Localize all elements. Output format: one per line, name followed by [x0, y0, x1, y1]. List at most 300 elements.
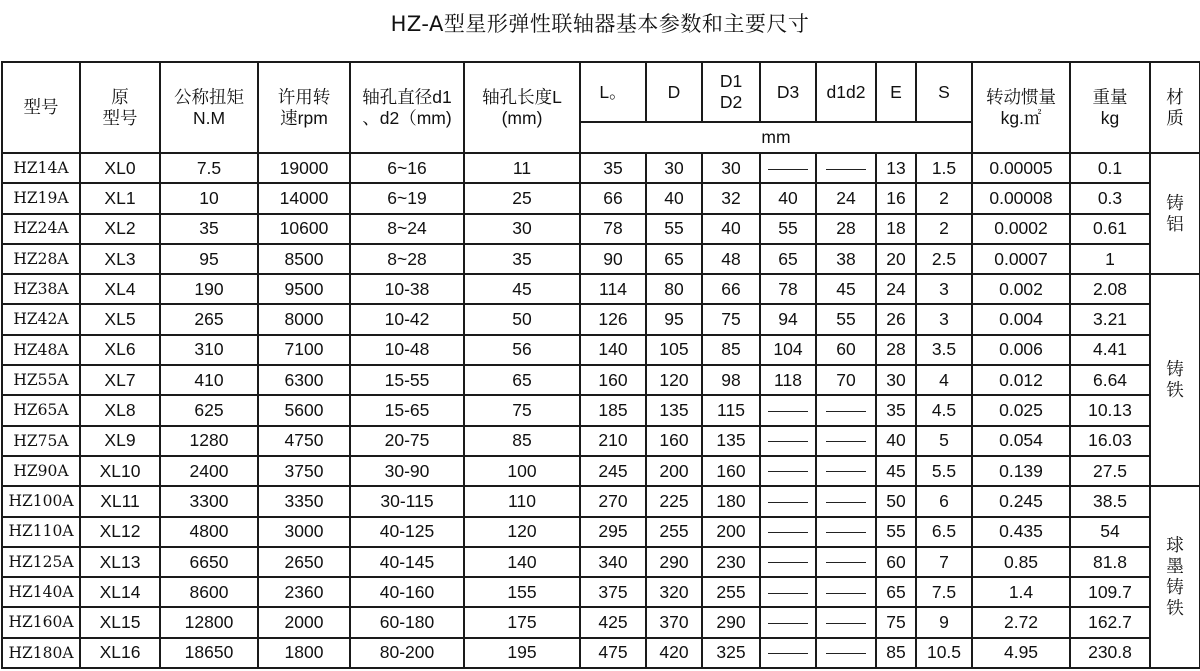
cell-allowed-speed: 1800: [258, 638, 350, 668]
cell-model: HZ14A: [2, 153, 80, 183]
cell-D: 225: [646, 486, 702, 516]
cell-model: HZ125A: [2, 547, 80, 577]
table-row: [2, 517, 1200, 547]
cell-d1d2: [816, 517, 876, 547]
cell-S: 2: [916, 183, 972, 213]
cell-bore-length: 175: [464, 607, 580, 637]
cell-original-model: XL10: [80, 456, 160, 486]
cell-L0: 425: [580, 607, 646, 637]
cell-L0: 140: [580, 335, 646, 365]
cell-model: HZ75A: [2, 426, 80, 456]
cell-inertia: 0.139: [972, 456, 1070, 486]
cell-D3: [760, 395, 816, 425]
cell-D1D2: 30: [702, 153, 760, 183]
cell-allowed-speed: 8000: [258, 304, 350, 334]
cell-nominal-torque: 18650: [160, 638, 258, 668]
cell-allowed-speed: 5600: [258, 395, 350, 425]
cell-D: 40: [646, 183, 702, 213]
cell-model: HZ100A: [2, 486, 80, 516]
cell-S: 2.5: [916, 244, 972, 274]
cell-E: 75: [876, 607, 916, 637]
cell-bore-length: 120: [464, 517, 580, 547]
cell-D3: 118: [760, 365, 816, 395]
cell-L0: 78: [580, 214, 646, 244]
cell-bore-length: 25: [464, 183, 580, 213]
cell-allowed-speed: 19000: [258, 153, 350, 183]
cell-inertia: 0.012: [972, 365, 1070, 395]
cell-D: 420: [646, 638, 702, 668]
header-weight: 重量 kg: [1070, 62, 1150, 153]
cell-model: HZ28A: [2, 244, 80, 274]
cell-D: 55: [646, 214, 702, 244]
cell-D1D2: 98: [702, 365, 760, 395]
cell-original-model: XL1: [80, 183, 160, 213]
cell-inertia: 2.72: [972, 607, 1070, 637]
cell-E: 20: [876, 244, 916, 274]
cell-L0: 295: [580, 517, 646, 547]
dash-placeholder: [826, 411, 866, 412]
header-material: 材 质: [1150, 62, 1200, 153]
cell-allowed-speed: 2000: [258, 607, 350, 637]
cell-weight: 38.5: [1070, 486, 1150, 516]
cell-D1D2: 180: [702, 486, 760, 516]
cell-nominal-torque: 1280: [160, 426, 258, 456]
cell-S: 5.5: [916, 456, 972, 486]
cell-bore-length: 56: [464, 335, 580, 365]
cell-D: 30: [646, 153, 702, 183]
cell-inertia: 0.002: [972, 274, 1070, 304]
cell-L0: 35: [580, 153, 646, 183]
cell-bore-diameter: 6~19: [350, 183, 464, 213]
dash-placeholder: [768, 653, 808, 654]
cell-allowed-speed: 14000: [258, 183, 350, 213]
header-original-model: 原 型号: [80, 62, 160, 153]
cell-bore-length: 65: [464, 365, 580, 395]
cell-bore-length: 45: [464, 274, 580, 304]
cell-bore-length: 85: [464, 426, 580, 456]
table-row: [2, 607, 1200, 637]
cell-D: 160: [646, 426, 702, 456]
cell-S: 6.5: [916, 517, 972, 547]
cell-L0: 90: [580, 244, 646, 274]
cell-inertia: 0.0002: [972, 214, 1070, 244]
cell-bore-diameter: 6~16: [350, 153, 464, 183]
cell-bore-diameter: 8~24: [350, 214, 464, 244]
cell-original-model: XL16: [80, 638, 160, 668]
cell-original-model: XL9: [80, 426, 160, 456]
cell-original-model: XL0: [80, 153, 160, 183]
table-row: [2, 304, 1200, 334]
cell-original-model: XL8: [80, 395, 160, 425]
cell-S: 5: [916, 426, 972, 456]
cell-nominal-torque: 10: [160, 183, 258, 213]
cell-bore-length: 11: [464, 153, 580, 183]
cell-bore-diameter: 80-200: [350, 638, 464, 668]
cell-D1D2: 325: [702, 638, 760, 668]
cell-E: 40: [876, 426, 916, 456]
header-unit-mm: mm: [580, 122, 972, 153]
cell-original-model: XL15: [80, 607, 160, 637]
cell-inertia: 0.435: [972, 517, 1070, 547]
cell-allowed-speed: 2650: [258, 547, 350, 577]
cell-D: 320: [646, 577, 702, 607]
cell-allowed-speed: 7100: [258, 335, 350, 365]
cell-D3: 40: [760, 183, 816, 213]
cell-S: 10.5: [916, 638, 972, 668]
cell-D1D2: 40: [702, 214, 760, 244]
cell-E: 50: [876, 486, 916, 516]
cell-d1d2: 24: [816, 183, 876, 213]
cell-inertia: 0.0007: [972, 244, 1070, 274]
cell-bore-length: 50: [464, 304, 580, 334]
cell-model: HZ55A: [2, 365, 80, 395]
cell-d1d2: [816, 638, 876, 668]
cell-D1D2: 75: [702, 304, 760, 334]
header-inertia: 转动惯量 kg.㎡: [972, 62, 1070, 153]
cell-allowed-speed: 9500: [258, 274, 350, 304]
table-row: [2, 244, 1200, 274]
cell-bore-diameter: 30-115: [350, 486, 464, 516]
cell-nominal-torque: 7.5: [160, 153, 258, 183]
dash-placeholder: [826, 562, 866, 563]
cell-bore-length: 30: [464, 214, 580, 244]
cell-E: 60: [876, 547, 916, 577]
cell-weight: 27.5: [1070, 456, 1150, 486]
cell-bore-diameter: 15-55: [350, 365, 464, 395]
cell-nominal-torque: 4800: [160, 517, 258, 547]
cell-inertia: 0.00005: [972, 153, 1070, 183]
dash-placeholder: [768, 562, 808, 563]
cell-model: HZ90A: [2, 456, 80, 486]
cell-L0: 375: [580, 577, 646, 607]
cell-model: HZ160A: [2, 607, 80, 637]
cell-E: 85: [876, 638, 916, 668]
cell-D3: 78: [760, 274, 816, 304]
cell-original-model: XL13: [80, 547, 160, 577]
cell-nominal-torque: 190: [160, 274, 258, 304]
cell-d1d2: 60: [816, 335, 876, 365]
cell-allowed-speed: 8500: [258, 244, 350, 274]
dash-placeholder: [768, 441, 808, 442]
cell-nominal-torque: 625: [160, 395, 258, 425]
cell-weight: 6.64: [1070, 365, 1150, 395]
table-row: [2, 547, 1200, 577]
cell-original-model: XL4: [80, 274, 160, 304]
cell-D3: [760, 456, 816, 486]
cell-original-model: XL14: [80, 577, 160, 607]
cell-d1d2: 28: [816, 214, 876, 244]
cell-D: 290: [646, 547, 702, 577]
cell-original-model: XL2: [80, 214, 160, 244]
cell-S: 2: [916, 214, 972, 244]
cell-inertia: 4.95: [972, 638, 1070, 668]
cell-D1D2: 115: [702, 395, 760, 425]
cell-original-model: XL7: [80, 365, 160, 395]
dash-placeholder: [826, 653, 866, 654]
cell-weight: 4.41: [1070, 335, 1150, 365]
cell-d1d2: [816, 486, 876, 516]
cell-bore-length: 75: [464, 395, 580, 425]
cell-model: HZ110A: [2, 517, 80, 547]
cell-weight: 109.7: [1070, 577, 1150, 607]
cell-inertia: 1.4: [972, 577, 1070, 607]
cell-inertia: 0.025: [972, 395, 1070, 425]
table-row: [2, 335, 1200, 365]
cell-original-model: XL6: [80, 335, 160, 365]
cell-E: 65: [876, 577, 916, 607]
cell-weight: 54: [1070, 517, 1150, 547]
table-row: [2, 365, 1200, 395]
cell-weight: 0.3: [1070, 183, 1150, 213]
cell-S: 7.5: [916, 577, 972, 607]
dash-placeholder: [768, 623, 808, 624]
cell-bore-diameter: 20-75: [350, 426, 464, 456]
cell-allowed-speed: 2360: [258, 577, 350, 607]
cell-L0: 126: [580, 304, 646, 334]
cell-S: 9: [916, 607, 972, 637]
header-bore-diameter: 轴孔直径d1 、d2（mm): [350, 62, 464, 153]
cell-E: 30: [876, 365, 916, 395]
cell-weight: 1: [1070, 244, 1150, 274]
cell-D3: [760, 607, 816, 637]
cell-weight: 2.08: [1070, 274, 1150, 304]
cell-bore-length: 35: [464, 244, 580, 274]
cell-nominal-torque: 310: [160, 335, 258, 365]
cell-inertia: 0.004: [972, 304, 1070, 334]
cell-d1d2: 45: [816, 274, 876, 304]
table-row: [2, 274, 1200, 304]
dash-placeholder: [768, 502, 808, 503]
dash-placeholder: [768, 169, 808, 170]
cell-model: HZ140A: [2, 577, 80, 607]
cell-D1D2: 200: [702, 517, 760, 547]
cell-D1D2: 255: [702, 577, 760, 607]
cell-D3: 55: [760, 214, 816, 244]
cell-inertia: 0.054: [972, 426, 1070, 456]
cell-D3: [760, 486, 816, 516]
cell-d1d2: [816, 607, 876, 637]
cell-nominal-torque: 8600: [160, 577, 258, 607]
cell-d1d2: [816, 547, 876, 577]
cell-D3: [760, 153, 816, 183]
dash-placeholder: [826, 471, 866, 472]
cell-model: HZ19A: [2, 183, 80, 213]
header-S: S: [916, 62, 972, 122]
cell-model: HZ24A: [2, 214, 80, 244]
cell-D1D2: 160: [702, 456, 760, 486]
header-allowed-speed: 许用转 速rpm: [258, 62, 350, 153]
cell-material: 球 墨 铸 铁: [1150, 486, 1200, 668]
dash-placeholder: [768, 532, 808, 533]
cell-allowed-speed: 3350: [258, 486, 350, 516]
cell-nominal-torque: 265: [160, 304, 258, 334]
table-row: [2, 153, 1200, 183]
dash-placeholder: [826, 593, 866, 594]
cell-L0: 270: [580, 486, 646, 516]
cell-D1D2: 230: [702, 547, 760, 577]
cell-L0: 245: [580, 456, 646, 486]
dash-placeholder: [826, 502, 866, 503]
header-d1d2: d1d2: [816, 62, 876, 122]
cell-weight: 230.8: [1070, 638, 1150, 668]
cell-nominal-torque: 95: [160, 244, 258, 274]
cell-original-model: XL3: [80, 244, 160, 274]
cell-weight: 81.8: [1070, 547, 1150, 577]
cell-d1d2: [816, 395, 876, 425]
dash-placeholder: [768, 411, 808, 412]
cell-E: 24: [876, 274, 916, 304]
cell-D1D2: 135: [702, 426, 760, 456]
table-row: [2, 426, 1200, 456]
cell-d1d2: 70: [816, 365, 876, 395]
table-row: [2, 183, 1200, 213]
cell-D3: [760, 638, 816, 668]
cell-bore-diameter: 60-180: [350, 607, 464, 637]
cell-original-model: XL5: [80, 304, 160, 334]
cell-S: 4.5: [916, 395, 972, 425]
cell-allowed-speed: 3750: [258, 456, 350, 486]
header-bore-length: 轴孔长度L (mm): [464, 62, 580, 153]
cell-allowed-speed: 6300: [258, 365, 350, 395]
dash-placeholder: [826, 169, 866, 170]
cell-S: 3.5: [916, 335, 972, 365]
cell-nominal-torque: 3300: [160, 486, 258, 516]
cell-bore-diameter: 40-160: [350, 577, 464, 607]
cell-bore-length: 100: [464, 456, 580, 486]
table-row: [2, 638, 1200, 668]
cell-bore-length: 195: [464, 638, 580, 668]
coupling-spec-table: [1, 61, 1200, 669]
cell-model: HZ38A: [2, 274, 80, 304]
cell-S: 1.5: [916, 153, 972, 183]
cell-E: 55: [876, 517, 916, 547]
cell-model: HZ180A: [2, 638, 80, 668]
cell-E: 26: [876, 304, 916, 334]
cell-weight: 16.03: [1070, 426, 1150, 456]
cell-nominal-torque: 410: [160, 365, 258, 395]
table-row: [2, 214, 1200, 244]
cell-E: 45: [876, 456, 916, 486]
cell-L0: 340: [580, 547, 646, 577]
cell-material: 铸 铝: [1150, 153, 1200, 274]
cell-L0: 475: [580, 638, 646, 668]
cell-bore-diameter: 30-90: [350, 456, 464, 486]
cell-bore-length: 140: [464, 547, 580, 577]
cell-d1d2: [816, 153, 876, 183]
cell-inertia: 0.006: [972, 335, 1070, 365]
cell-original-model: XL12: [80, 517, 160, 547]
table-row: [2, 486, 1200, 516]
cell-D: 95: [646, 304, 702, 334]
cell-S: 6: [916, 486, 972, 516]
cell-material: 铸 铁: [1150, 274, 1200, 486]
header-row: [2, 62, 1200, 122]
cell-d1d2: 55: [816, 304, 876, 334]
table-body: [2, 153, 1200, 668]
cell-bore-diameter: 10-48: [350, 335, 464, 365]
cell-L0: 114: [580, 274, 646, 304]
cell-D1D2: 32: [702, 183, 760, 213]
cell-model: HZ65A: [2, 395, 80, 425]
cell-bore-length: 155: [464, 577, 580, 607]
cell-E: 18: [876, 214, 916, 244]
cell-D3: [760, 517, 816, 547]
cell-allowed-speed: 3000: [258, 517, 350, 547]
cell-S: 7: [916, 547, 972, 577]
dash-placeholder: [826, 623, 866, 624]
cell-S: 3: [916, 304, 972, 334]
cell-L0: 160: [580, 365, 646, 395]
cell-nominal-torque: 12800: [160, 607, 258, 637]
cell-allowed-speed: 10600: [258, 214, 350, 244]
cell-d1d2: [816, 426, 876, 456]
cell-D: 105: [646, 335, 702, 365]
cell-D: 80: [646, 274, 702, 304]
cell-D: 65: [646, 244, 702, 274]
cell-bore-diameter: 40-145: [350, 547, 464, 577]
cell-D1D2: 66: [702, 274, 760, 304]
cell-D: 120: [646, 365, 702, 395]
cell-L0: 210: [580, 426, 646, 456]
dash-placeholder: [768, 593, 808, 594]
cell-E: 28: [876, 335, 916, 365]
cell-bore-diameter: 15-65: [350, 395, 464, 425]
cell-D: 370: [646, 607, 702, 637]
cell-d1d2: [816, 456, 876, 486]
cell-E: 16: [876, 183, 916, 213]
cell-bore-diameter: 10-42: [350, 304, 464, 334]
cell-D3: [760, 547, 816, 577]
cell-E: 13: [876, 153, 916, 183]
cell-D3: [760, 577, 816, 607]
cell-nominal-torque: 6650: [160, 547, 258, 577]
cell-bore-length: 110: [464, 486, 580, 516]
header-L0: L。: [580, 62, 646, 122]
cell-allowed-speed: 4750: [258, 426, 350, 456]
cell-weight: 3.21: [1070, 304, 1150, 334]
cell-L0: 66: [580, 183, 646, 213]
cell-inertia: 0.85: [972, 547, 1070, 577]
page-title: HZ-A型星形弹性联轴器基本参数和主要尺寸: [390, 12, 810, 36]
cell-D: 200: [646, 456, 702, 486]
cell-inertia: 0.00008: [972, 183, 1070, 213]
header-model: 型号: [2, 62, 80, 153]
cell-nominal-torque: 2400: [160, 456, 258, 486]
cell-inertia: 0.245: [972, 486, 1070, 516]
cell-S: 4: [916, 365, 972, 395]
cell-bore-diameter: 40-125: [350, 517, 464, 547]
cell-D: 135: [646, 395, 702, 425]
cell-bore-diameter: 8~28: [350, 244, 464, 274]
table-row: [2, 577, 1200, 607]
table-row: [2, 456, 1200, 486]
cell-weight: 0.1: [1070, 153, 1150, 183]
dash-placeholder: [826, 441, 866, 442]
header-nominal-torque: 公称扭矩 N.M: [160, 62, 258, 153]
cell-D1D2: 85: [702, 335, 760, 365]
cell-D1D2: 48: [702, 244, 760, 274]
cell-weight: 10.13: [1070, 395, 1150, 425]
dash-placeholder: [768, 471, 808, 472]
cell-D3: [760, 426, 816, 456]
cell-D3: 104: [760, 335, 816, 365]
cell-model: HZ48A: [2, 335, 80, 365]
header-E: E: [876, 62, 916, 122]
cell-weight: 162.7: [1070, 607, 1150, 637]
dash-placeholder: [826, 532, 866, 533]
cell-d1d2: 38: [816, 244, 876, 274]
table-row: [2, 395, 1200, 425]
